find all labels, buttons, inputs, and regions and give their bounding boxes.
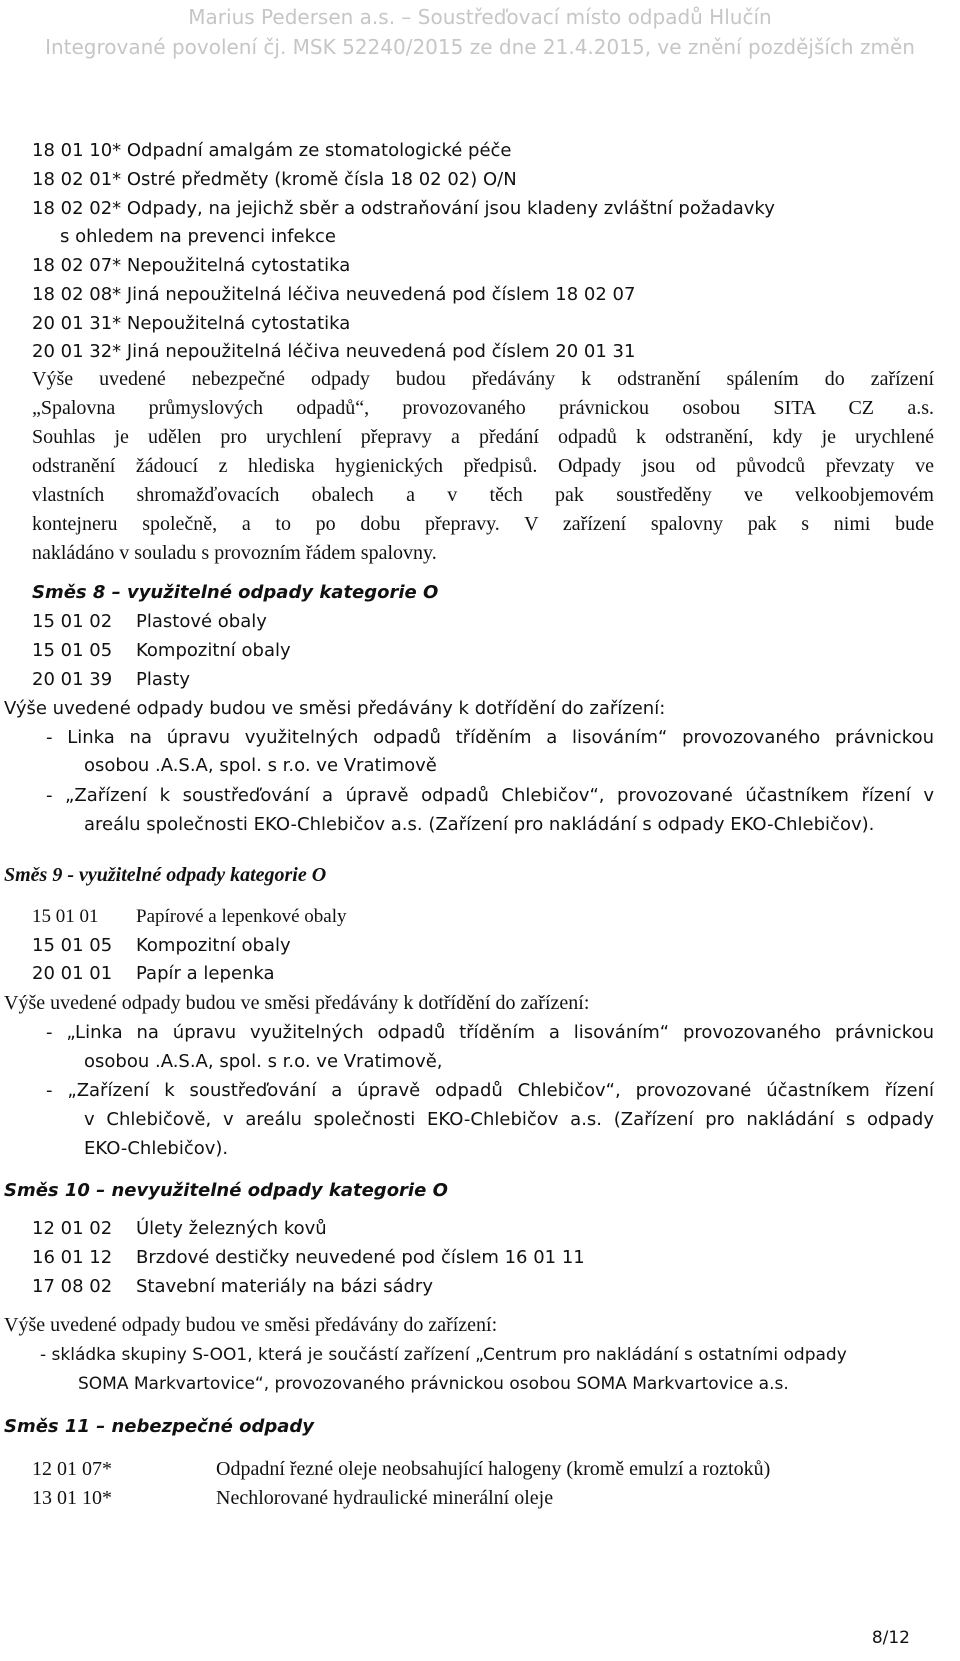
waste-item [32, 1276, 433, 1297]
waste-line: s ohledem na prevenci infekce [60, 226, 336, 247]
waste-code: 15 01 01 [32, 906, 99, 927]
bullet-line: EKO-Chlebičov). [84, 1138, 229, 1159]
paragraph-line: „Spalovna průmyslových odpadů“, provozovaného právnickou osobou SITA CZ a.s. [32, 397, 934, 419]
waste-name: Kompozitní obaly [136, 935, 291, 956]
waste-line: 18 01 10* Odpadní amalgám ze stomatologické péče [32, 140, 512, 161]
waste-name: Nechlorované hydraulické minerální oleje [216, 1487, 554, 1509]
waste-line: 18 02 01* Ostré předměty (kromě čísla 18 02 02) O/N [32, 169, 517, 190]
section-heading: Směs 10 – nevyužitelné odpady kategorie O [4, 1180, 448, 1201]
waste-item [32, 611, 267, 632]
waste-code: 15 01 05 [32, 935, 113, 956]
paragraph-line: Souhlas je udělen pro urychlení přepravy a předání odpadů k odstranění, kdy je urychlené [32, 426, 934, 448]
waste-code: 20 01 01 [32, 963, 113, 984]
waste-line: 18 02 02* Odpady, na jejichž sběr a odstraňování jsou kladeny zvláštní požadavky [32, 198, 775, 219]
bullet-line: areálu společnosti EKO-Chlebičov a.s. (Zařízení pro nakládání s odpady EKO-Chlebičov). [84, 814, 875, 835]
page-number: 8/12 [871, 1628, 910, 1648]
waste-line: 18 02 07* Nepoužitelná cytostatika [32, 255, 351, 276]
section-intro: Výše uvedené odpady budou ve směsi předávány k dotřídění do zařízení: [4, 698, 666, 719]
waste-code: 17 08 02 [32, 1276, 113, 1297]
waste-item [32, 640, 291, 661]
waste-item [32, 1218, 327, 1239]
bullet-line: - skládka skupiny S-OO1, která je součástí zařízení „Centrum pro nakládání s ostatními odpady [40, 1345, 847, 1365]
paragraph-line: odstranění žádoucí z hlediska hygienických předpisů. Odpady jsou od původců převzaty ve [32, 455, 934, 477]
bullet-line: - Linka na úpravu využitelných odpadů tříděním a lisováním“ provozovaného právnickou [46, 727, 934, 748]
waste-name: Brzdové destičky neuvedené pod číslem 16 01 11 [136, 1247, 585, 1268]
waste-code: 15 01 02 [32, 611, 113, 632]
waste-name: Papír a lepenka [136, 963, 275, 984]
waste-code: 20 01 39 [32, 669, 113, 690]
waste-code: 15 01 05 [32, 640, 113, 661]
waste-name: Plasty [136, 669, 190, 690]
bullet-line: - „Zařízení k soustřeďování a úpravě odpadů Chlebičov“, provozované účastníkem řízení v [46, 785, 934, 806]
waste-item [32, 935, 291, 956]
waste-name: Odpadní řezné oleje neobsahující halogeny (kromě emulzí a roztoků) [216, 1458, 771, 1480]
waste-item [32, 963, 275, 984]
bullet-line: osobou .A.S.A, spol. s r.o. ve Vratimově [84, 755, 437, 776]
waste-line: 20 01 32* Jiná nepoužitelná léčiva neuvedená pod číslem 20 01 31 [32, 341, 636, 362]
header-line-1: Marius Pedersen a.s. – Soustřeďovací místo odpadů Hlučín [188, 5, 772, 29]
waste-name: Úlety železných kovů [136, 1218, 327, 1239]
waste-code: 12 01 07* [32, 1458, 112, 1480]
waste-item [32, 906, 347, 928]
paragraph-line: kontejneru společně, a to po dobu přepravy. V zařízení spalovny pak s nimi bude [32, 513, 934, 535]
bullet-line: - „Linka na úpravu využitelných odpadů tříděním a lisováním“ provozovaného právnickou [46, 1022, 934, 1043]
bullet-line: v Chlebičově, v areálu společnosti EKO-Chlebičov a.s. (Zařízení pro nakládání s odpady [84, 1109, 934, 1130]
paragraph-line: vlastních shromažďovacích obalech a v těch pak soustředěny ve velkoobjemovém [32, 484, 934, 506]
bullet-line: osobou .A.S.A, spol. s r.o. ve Vratimově, [84, 1051, 443, 1072]
waste-line: 18 02 08* Jiná nepoužitelná léčiva neuvedená pod číslem 18 02 07 [32, 284, 636, 305]
waste-name: Kompozitní obaly [136, 640, 291, 661]
waste-code: 12 01 02 [32, 1218, 113, 1239]
section-intro: Výše uvedené odpady budou ve směsi předávány do zařízení: [4, 1314, 498, 1336]
waste-item [32, 669, 190, 690]
bullet-line: - „Zařízení k soustřeďování a úpravě odpadů Chlebičov“, provozované účastníkem řízení [46, 1080, 934, 1101]
waste-code: 16 01 12 [32, 1247, 113, 1268]
waste-name: Plastové obaly [136, 611, 267, 632]
paragraph-line: Výše uvedené nebezpečné odpady budou předávány k odstranění spálením do zařízení [32, 368, 934, 390]
section-intro: Výše uvedené odpady budou ve směsi předávány k dotřídění do zařízení: [4, 992, 590, 1014]
section-heading: Směs 11 – nebezpečné odpady [4, 1416, 315, 1437]
waste-name: Papírové a lepenkové obaly [136, 906, 347, 927]
page-header [0, 0, 960, 68]
paragraph-line: nakládáno v souladu s provozním řádem spalovny. [32, 542, 437, 564]
waste-item [32, 1487, 553, 1510]
section-heading: Směs 8 – využitelné odpady kategorie O [32, 582, 439, 603]
waste-code: 13 01 10* [32, 1487, 112, 1509]
waste-line: 20 01 31* Nepoužitelná cytostatika [32, 313, 351, 334]
bullet-line: SOMA Markvartovice“, provozovaného právnickou osobou SOMA Markvartovice a.s. [78, 1374, 789, 1394]
header-line-2: Integrované povolení čj. MSK 52240/2015 ze dne 21.4.2015, ve znění pozdějších změn [45, 35, 915, 59]
waste-item [32, 1458, 770, 1481]
section-heading: Směs 9 - využitelné odpady kategorie O [4, 864, 327, 886]
waste-name: Stavební materiály na bázi sádry [136, 1276, 433, 1297]
waste-item [32, 1247, 585, 1268]
